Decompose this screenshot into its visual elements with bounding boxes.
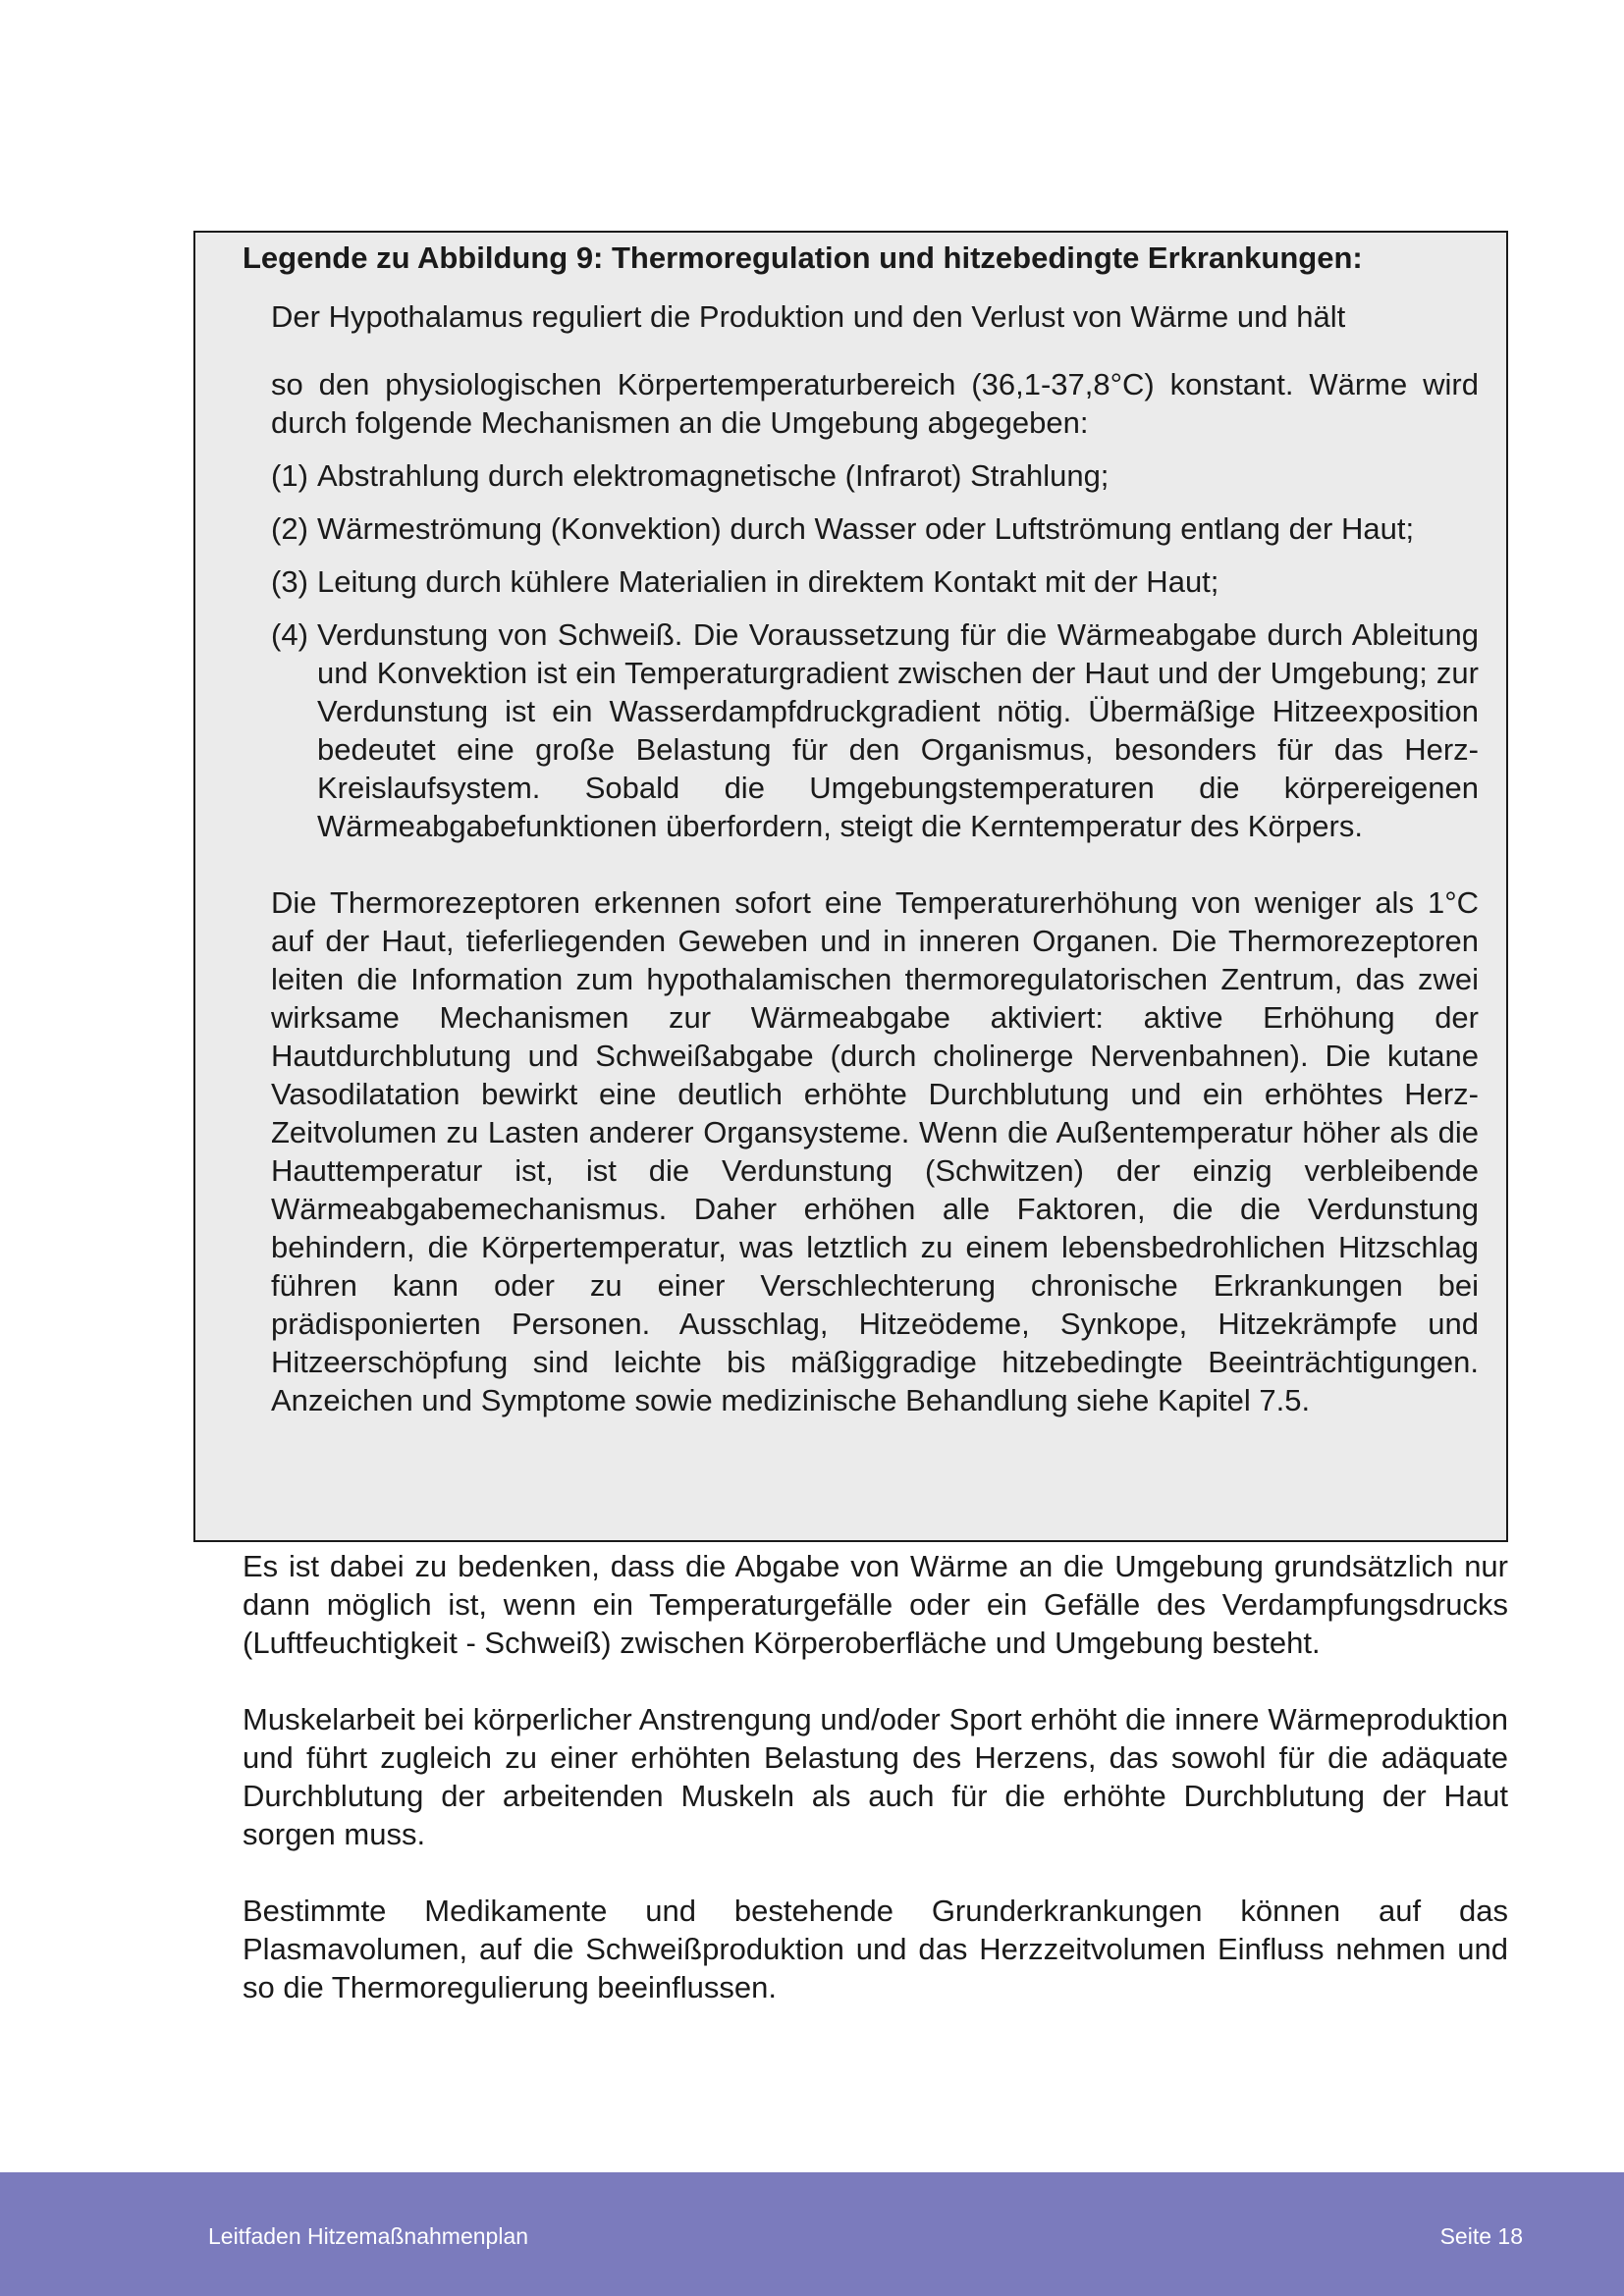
footer-document-title: Leitfaden Hitzemaßnahmenplan	[208, 2223, 529, 2249]
mechanism-text: Leitung durch kühlere Materialien in direktem Kontakt mit der Haut;	[317, 564, 1219, 599]
mechanism-text: Wärmeströmung (Konvektion) durch Wasser oder Luftströmung entlang der Haut;	[317, 511, 1415, 546]
mechanism-number: (4)	[271, 617, 308, 652]
mechanism-number: (2)	[271, 511, 308, 546]
mechanism-item	[271, 456, 1479, 495]
thermoreceptors-paragraph: Die Thermorezeptoren erkennen sofort eine Temperaturerhöhung von weniger als 1°C auf der Haut, tieferliegenden Geweben und in inneren Organen. Die Thermorezeptoren leiten die Information zum hypothalamischen thermoregulatorischen Zentrum, das zwei wirksame Mechanismen zur Wärmeabgabe aktiviert: aktive Erhöhung der Hautdurchblutung und Schweißabgabe (durch cholinerge Nervenbahnen). Die kutane Vasodilatation bewirkt eine deutlich erhöhte Durchblutung und ein erhöhtes Herz-Zeitvolumen zu Lasten anderer Organsysteme. Wenn die Außentemperatur höher als die Hauttemperatur ist, ist die Verdunstung (Schwitzen) der einzig verbleibende Wärmeabgabemechanismus. Daher erhöhen alle Faktoren, die die Verdunstung behindern, die Körpertemperatur, was letztlich zu einem lebensbedrohlichen Hitzschlag führen kann oder zu einer Verschlechterung chronische Erkrankungen bei prädisponierten Personen. Ausschlag, Hitzeödeme, Synkope, Hitzekrämpfe und Hitzeerschöpfung sind leichte bis mäßiggradige hitzebedingte Beeinträchtigungen. Anzeichen und Symptome sowie medizinische Behandlung siehe Kapitel 7.5.	[271, 885, 1479, 1417]
figure-legend-box	[193, 231, 1508, 1542]
mechanism-item	[271, 562, 1479, 601]
mechanism-text: Verdunstung von Schweiß. Die Voraussetzung für die Wärmeabgabe durch Ableitung und Konvektion ist ein Temperaturgradient zwischen der Haut und der Umgebung; zur Verdunstung ist ein Wasserdampfdruckgradient nötig. Übermäßige Hitzeexposition bedeutet eine große Belastung für den Organismus, besonders für das Herz-Kreislaufsystem. Sobald die Umgebungstemperaturen die körpereigenen Wärmeabgabefunktionen überfordern, steigt die Kerntemperatur des Körpers.	[317, 617, 1479, 843]
body-paragraph: Bestimmte Medikamente und bestehende Grunderkrankungen können auf das Plasmavolumen, auf die Schweißproduktion und das Herzzeitvolumen Einfluss nehmen und so die Thermoregulierung beeinflussen.	[243, 1894, 1508, 2004]
mechanism-number: (1)	[271, 458, 308, 493]
page-footer	[0, 2172, 1624, 2296]
mechanism-item	[271, 509, 1479, 548]
legend-intro-continuation: so den physiologischen Körpertemperaturbereich (36,1-37,8°C) konstant. Wärme wird durch folgende Mechanismen an die Umgebung abgegeben:	[271, 367, 1479, 440]
main-body-text	[243, 1547, 1508, 2045]
legend-body	[271, 297, 1479, 1419]
body-paragraph: Muskelarbeit bei körperlicher Anstrengung und/oder Sport erhöht die innere Wärmeproduktion und führt zugleich zu einer erhöhten Belastung des Herzens, das sowohl für die adäquate Durchblutung der arbeitenden Muskeln als auch für die erhöhte Durchblutung der Haut sorgen muss.	[243, 1702, 1508, 1851]
legend-title: Legende zu Abbildung 9: Thermoregulation und hitzebedingte Erkrankungen:	[243, 240, 1363, 275]
mechanism-number: (3)	[271, 564, 308, 599]
body-paragraph: Es ist dabei zu bedenken, dass die Abgabe von Wärme an die Umgebung grundsätzlich nur dann möglich ist, wenn ein Temperaturgefälle oder ein Gefälle des Verdampfungsdrucks (Luftfeuchtigkeit - Schweiß) zwischen Körperoberfläche und Umgebung besteht.	[243, 1549, 1508, 1660]
legend-intro-line: Der Hypothalamus reguliert die Produktion und den Verlust von Wärme und hält	[271, 299, 1346, 334]
mechanism-text: Abstrahlung durch elektromagnetische (Infrarot) Strahlung;	[317, 458, 1110, 493]
mechanism-item	[271, 615, 1479, 845]
footer-page-number: Seite 18	[1439, 2223, 1523, 2249]
